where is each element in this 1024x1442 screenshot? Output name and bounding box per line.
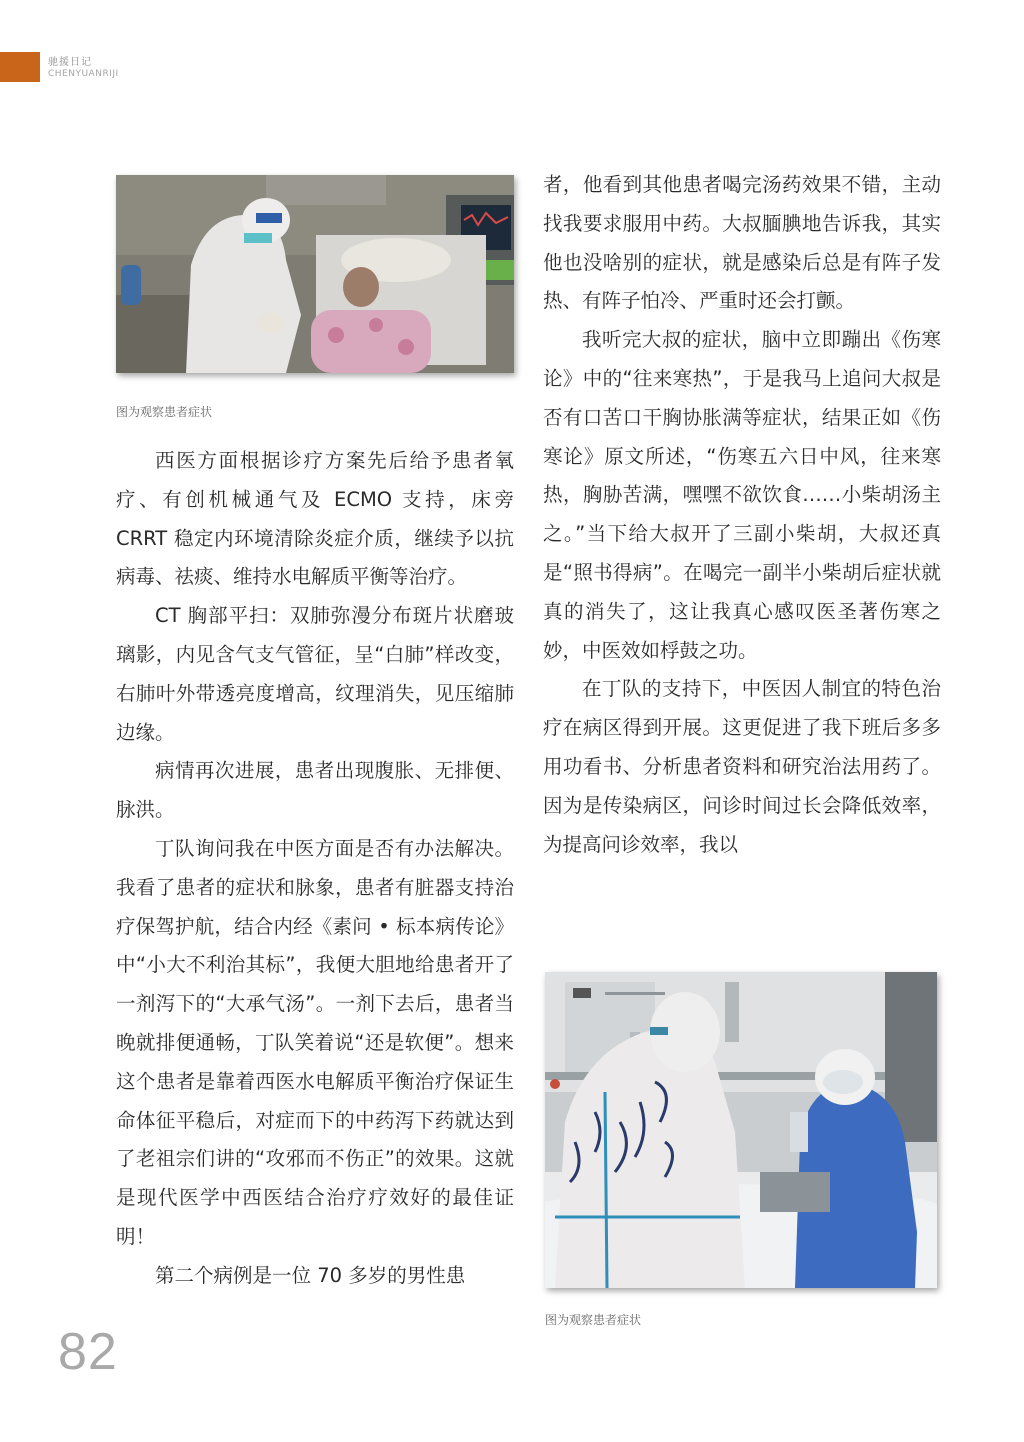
paragraph: CT 胸部平扫：双肺弥漫分布斑片状磨玻璃影，内见含气支气管征，呈“白肺”样改变，右肺叶外带透亮度增高，纹理消失，见压缩肺边缘。 bbox=[116, 604, 514, 744]
page-number: 82 bbox=[58, 1323, 118, 1381]
figure-caption-1: 图为观察患者症状 bbox=[116, 405, 213, 419]
patient-observation-photo-2 bbox=[545, 972, 937, 1288]
paragraph: 我听完大叔的症状，脑中立即蹦出《伤寒论》中的“往来寒热”，于是我马上追问大叔是否有口苦口干胸协胀满等症状，结果正如《伤寒论》原文所述，“伤寒五六日中风，往来寒热，胸胁苦满，嘿嘿不欲饮食……小柴胡汤主之。”当下给大叔开了三副小柴胡，大叔还真是“照书得病”。在喝完一副半小柴胡后症状就真的消失了，这让我真心感叹医圣著伤寒之妙，中医效如桴鼓之功。 bbox=[543, 328, 941, 662]
paragraph: 者，他看到其他患者喝完汤药效果不错，主动找我要求服用中药。大叔腼腆地告诉我，其实他也没啥别的症状，就是感染后总是有阵子发热、有阵子怕冷、严重时还会打颤。 bbox=[543, 173, 941, 313]
paragraph: 病情再次进展，患者出现腹胀、无排便、脉洪。 bbox=[116, 759, 514, 822]
section-title-pinyin: CHENYUANRIJI bbox=[48, 69, 119, 79]
figure-caption-2: 图为观察患者症状 bbox=[545, 1313, 642, 1327]
patient-observation-photo-1 bbox=[116, 175, 514, 373]
paragraph: 在丁队的支持下，中医因人制宜的特色治疗在病区得到开展。这更促进了我下班后多多用功看书、分析患者资料和研究治法用药了。因为是传染病区，问诊时间过长会降低效率，为提高问诊效率，我以 bbox=[543, 677, 941, 856]
right-text-column bbox=[543, 166, 941, 864]
section-title: 驰援日记 bbox=[48, 57, 92, 68]
paragraph: 西医方面根据诊疗方案先后给予患者氧疗、有创机械通气及 ECMO 支持，床旁 CRRT 稳定内环境清除炎症介质，继续予以抗病毒、祛痰、维持水电解质平衡等治疗。 bbox=[116, 449, 514, 589]
section-color-bar bbox=[0, 52, 40, 82]
paragraph: 丁队询问我在中医方面是否有办法解决。我看了患者的症状和脉象，患者有脏器支持治疗保驾护航，结合内经《素问 • 标本病传论》中“小大不利治其标”，我便大胆地给患者开了一剂泻下的“大承气汤”。一剂下去后，患者当晚就排便通畅，丁队笑着说“还是软便”。想来这个患者是靠着西医水电解质平衡治疗保证生命体征平稳后，对症而下的中药泻下药就达到了老祖宗们讲的“攻邪而不伤正”的效果。这就是现代医学中西医结合治疗疗效好的最佳证明！ bbox=[116, 836, 514, 1248]
left-text-column bbox=[116, 442, 514, 1296]
paragraph: 第二个病例是一位 70 多岁的男性患 bbox=[155, 1263, 466, 1287]
